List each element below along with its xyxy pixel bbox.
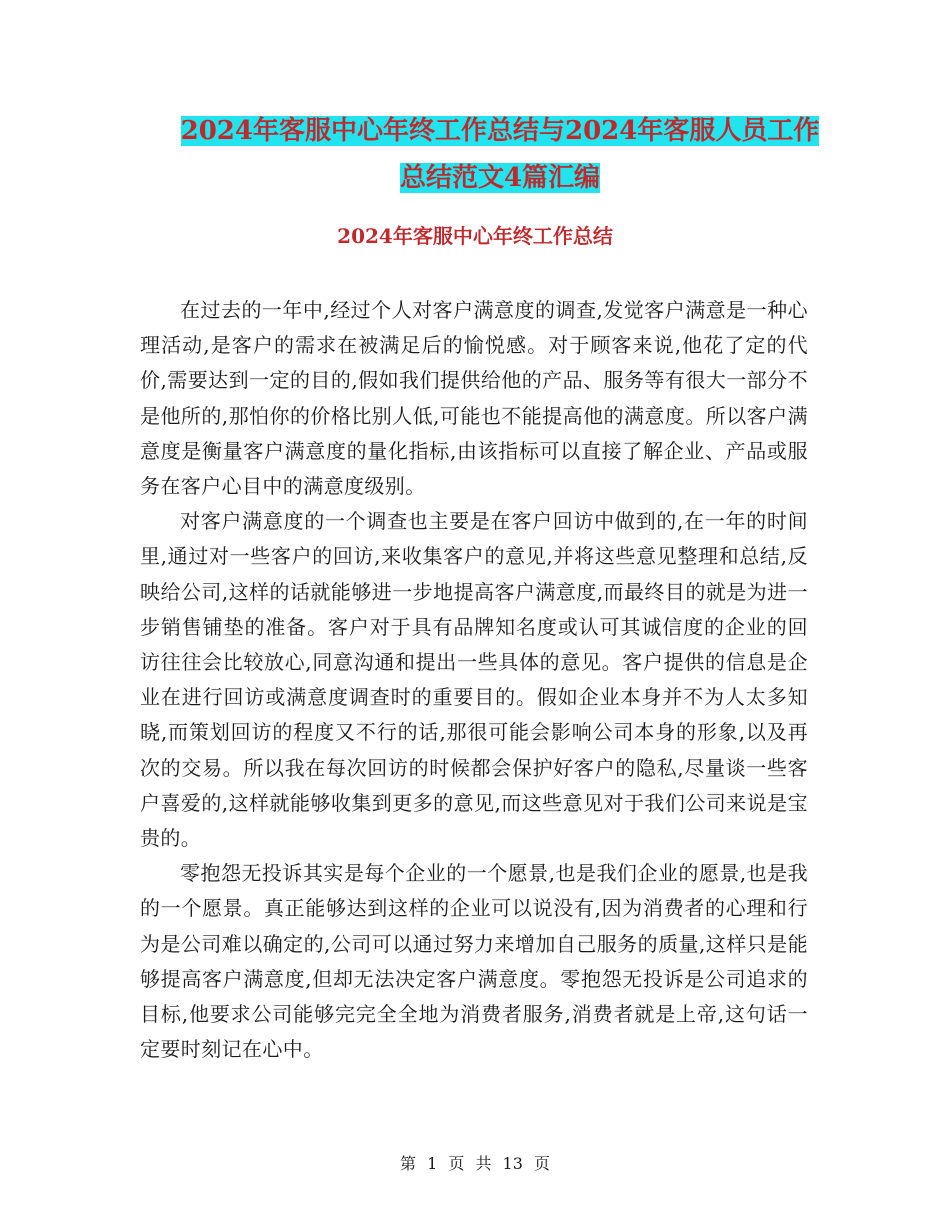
document-body — [140, 293, 808, 1067]
page-footer: 第 1 页 共 13 页 — [400, 1154, 550, 1173]
document-title-line-1: 2024年客服中心年终工作总结与2024年客服人员工作 — [180, 116, 820, 146]
document-title-line-2: 总结范文4篇汇编 — [399, 163, 601, 193]
paragraph-1: 在过去的一年中,经过个人对客户满意度的调查,发觉客户满意是一种心理活动,是客户的需求在被满足后的愉悦感。对于顾客来说,他花了定的代价,需要达到一定的目的,假如我们提供给他的产品、服务等有很大一部分不是他所的,那怕你的价格比别人低,可能也不能提高他的满意度。所以客户满意度是衡量客户满意度的量化指标,由该指标可以直接了解企业、产品或服务在客户心目中的满意度级别。 — [140, 298, 808, 499]
paragraph-2: 对客户满意度的一个调查也主要是在客户回访中做到的,在一年的时间里,通过对一些客户的回访,来收集客户的意见,并将这些意见整理和总结,反映给公司,这样的话就能够进一步地提高客户满意度,而最终目的就是为进一步销售铺垫的准备。客户对于具有品牌知名度或认可其诚信度的企业的回访往往会比较放心,同意沟通和提出一些具体的意见。客户提供的信息是企业在进行回访或满意度调查时的重要目的。假如企业本身并不为人太多知晓,而策划回访的程度又不行的话,那很可能会影响公司本身的形象,以及再次的交易。所以我在每次回访的时候都会保护好客户的隐私,尽量谈一些客户喜爱的,这样就能够收集到更多的意见,而这些意见对于我们公司来说是宝贵的。 — [140, 509, 808, 851]
section-heading: 2024年客服中心年终工作总结 — [337, 224, 613, 248]
document-title — [140, 108, 860, 202]
paragraph-3: 零抱怨无投诉其实是每个企业的一个愿景,也是我们企业的愿景,也是我的一个愿景。真正能够达到这样的企业可以说没有,因为消费者的心理和行为是公司难以确定的,公司可以通过努力来增加自己服务的质量,这样只是能够提高客户满意度,但却无法决定客户满意度。零抱怨无投诉是公司追求的目标,他要求公司能够完完全全地为消费者服务,消费者就是上帝,这句话一定要时刻记在心中。 — [140, 861, 808, 1062]
